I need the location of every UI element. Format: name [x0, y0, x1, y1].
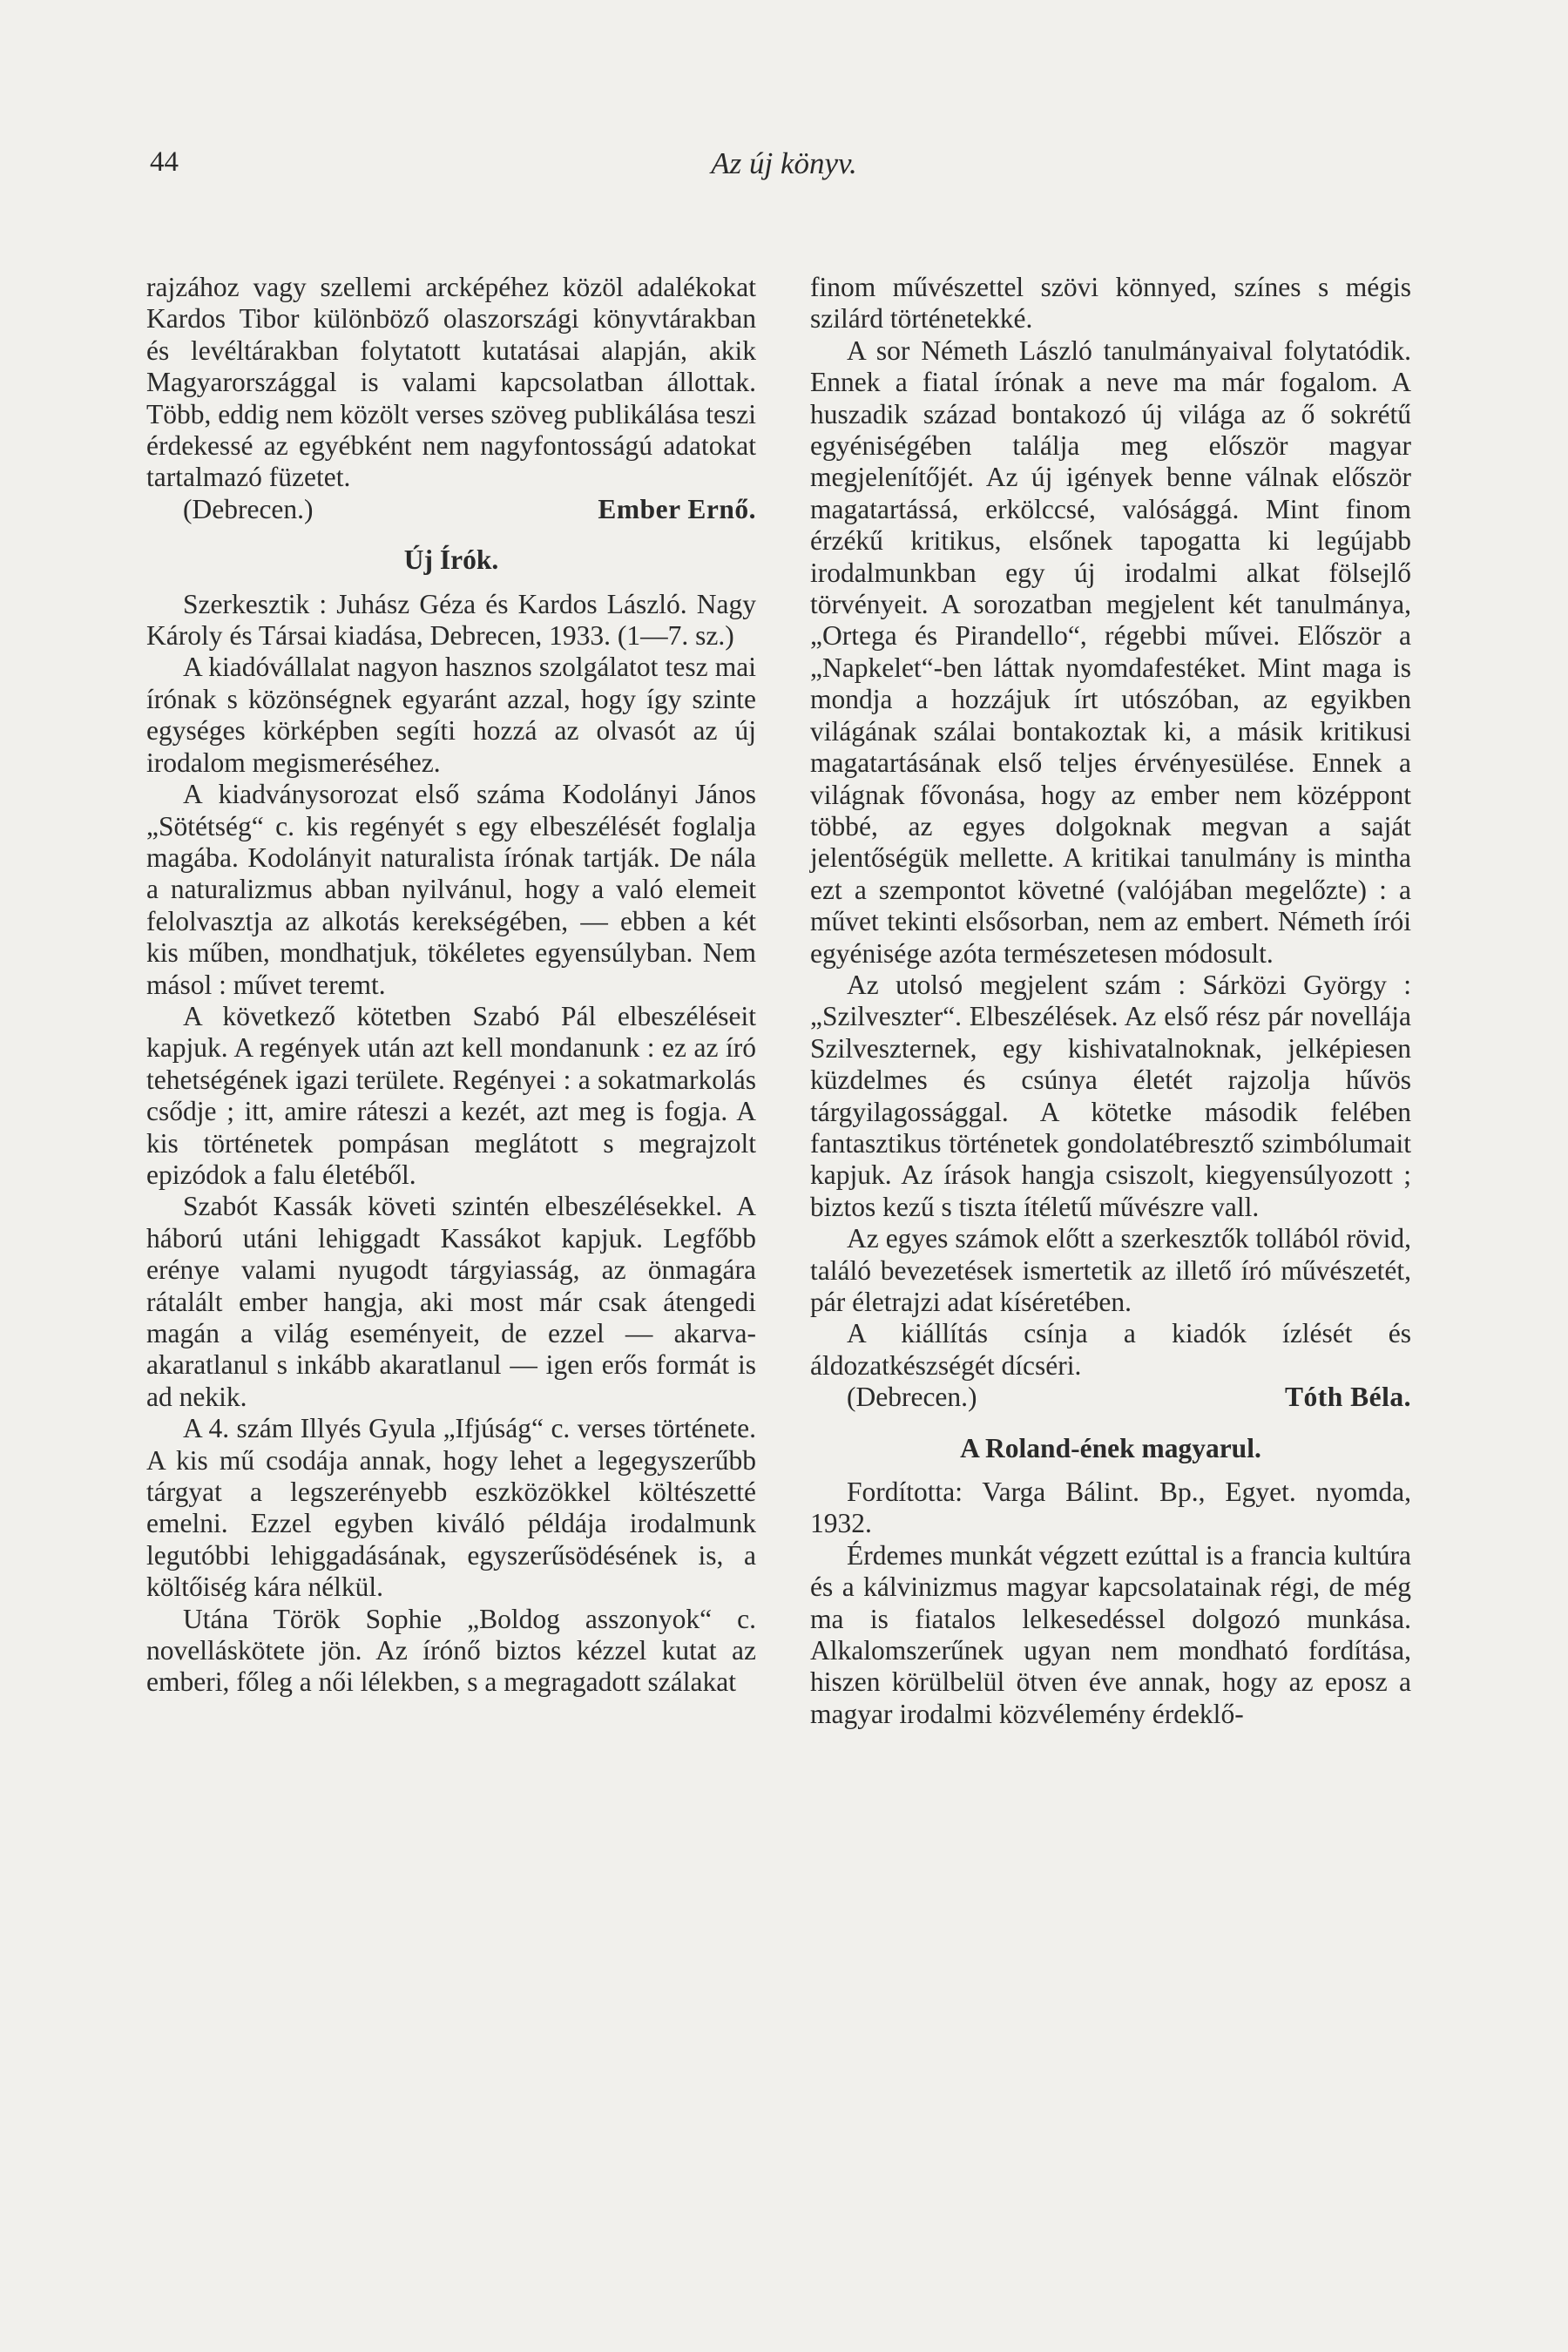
right-column [810, 272, 1411, 1730]
left-column [146, 272, 756, 1699]
paragraph: A 4. szám Illyés Gyula „Ifjúság“ c. verses története. A kis mű csodája annak, hogy lehet a legegyszerűbb tárgyat a legszerényebb eszközökkel költészetté emelni. Ezzel egyben kiváló példája irodalmunk legutóbbi lehiggadásának, egyszerűsödésének is, a költőiség kára nélkül. [146, 1413, 756, 1603]
page-header [0, 146, 1568, 190]
paragraph: A kiadóvállalat nagyon hasznos szolgálatot tesz mai írónak s közönségnek egyaránt azzal, hogy így szinte egységes körképben segíti hozzá az olvasót az új irodalom megismeréséhez. [146, 652, 756, 778]
section-title: A Roland-ének magyarul. [960, 1432, 1261, 1463]
signature-place: (Debrecen.) [847, 1382, 977, 1413]
signature-line [146, 494, 756, 525]
paragraph: Az utolsó megjelent szám : Sárközi György : „Szilveszter“. Elbeszélések. Az első rész pár novellája Szilveszternek, egy kishivatalnoknak, jelképiesen küzdelmes és csúnya életét rajzolja hűvös tárgyilagossággal. A kötetke második felében fantasztikus történetek gondolatébresztő szimbólumait kapjuk. Az írások hangja csiszolt, kiegyensúlyozott ; biztos kezű s tiszta ítéletű művészre vall. [810, 969, 1411, 1222]
section-title: Új Írók. [403, 544, 499, 576]
paragraph: finom művészettel szövi könnyed, színes s mégis szilárd történetekké. [810, 272, 1411, 335]
paragraph: A sor Németh László tanulmányaival folytatódik. Ennek a fiatal írónak a neve ma már fogalom. A huszadik század bontakozó új világa az ő sokrétű egyéniségében találja meg először magyar megjelenítőjét. Az új igények benne válnak először magatartássá, erkölccsé, valósággá. Mint finom érzékű kritikus, elsőnek tapogatta ki legújabb irodalmunkban egy új irodalmi alkat fölsejlő törvényeit. A sorozatban megjelent két tanulmánya, „Ortega és Pirandello“, régebbi művei. Először a „Napkelet“-ben láttak nyomdafestéket. Mint maga is mondja a hozzájuk írt utószóban, az egyikben világának szálai bontakoztak ki, a másik kritikusi magatartásának első teljes érvényesülése. Ennek a világnak fővonása, hogy az ember nem középpont többé, az egyes dolgoknak megvan a saját jelentőségük mellette. A kritikai tanulmány is mintha ezt a szempontot követné (valójában megelőzte) : a művet tekinti elsősorban, nem az embert. Németh írói egyénisége azóta természetesen módosult. [810, 335, 1411, 969]
signature-line [810, 1382, 1411, 1413]
signature-name: Ember Ernő. [598, 493, 756, 524]
paragraph: A kiállítás csínja a kiadók ízlését és áldozatkészségét dícséri. [810, 1318, 1411, 1381]
signature-name: Tóth Béla. [1284, 1382, 1411, 1413]
paragraph: Az egyes számok előtt a szerkesztők tollából rövid, találó bevezetések ismertetik az illető író művészetét, pár életrajzi adat kíséretében. [810, 1223, 1411, 1317]
paragraph: rajzához vagy szellemi arcképéhez közöl adalékokat Kardos Tibor különböző olaszországi könyvtárakban és levéltárakban folytatott kutatásai alapján, akik Magyarországgal is valami kapcsolatban állottak. Több, eddig nem közölt verses szöveg publikálása teszi érdekessé az egyébként nem nagyfontosságú adatokat tartalmazó füzetet. [146, 272, 756, 493]
bibliography: Fordította: Varga Bálint. Bp., Egyet. nyomda, 1932. [810, 1477, 1411, 1539]
paragraph: Szabót Kassák követi szintén elbeszélésekkel. A háború utáni lehiggadt Kassákot kapjuk. Legfőbb erénye valami nyugodt tárgyiasság, az önmagára rátalált ember hangja, aki most már csak átengedi magán a világ eseményeit, de ezzel — akarva-akaratlanul s inkább akaratlanul — igen erős formát is ad nekik. [146, 1191, 756, 1412]
page-number: 44 [150, 146, 179, 178]
paragraph: A kiadványsorozat első száma Kodolányi János „Sötétség“ c. kis regényét s egy elbeszélését foglalja magába. Kodolányit naturalista írónak tartják. De nála a naturalizmus abban nyilvánul, hogy a való elemeit felolvasztja az alkotás kerekségében, — ebben a két kis műben, mondhatjuk, tökéletes egyensúlyban. Nem másol : művet teremt. [146, 779, 756, 1000]
running-title: Az új könyv. [711, 146, 857, 180]
paragraph: Érdemes munkát végzett ezúttal is a francia kultúra és a kálvinizmus magyar kapcsolatainak régi, de még ma is fiatalos lelkesedéssel dolgozó munkása. Alkalomszerűnek ugyan nem mondható fordítása, hiszen körülbelül ötven éve annak, hogy az eposz a magyar irodalmi közvélemény érdeklő- [810, 1539, 1411, 1729]
signature-place: (Debrecen.) [183, 493, 314, 524]
paragraph: A következő kötetben Szabó Pál elbeszéléseit kapjuk. A regények után azt kell mondanunk : ez az író tehetségének igazi területe. Regényei : a sokatmarkolás csődje ; itt, amire ráteszi a kezét, azt meg is fogja. A kis történetek pompásan meglátott s megrajzolt epizódok a falu életéből. [146, 1000, 756, 1190]
bibliography: Szerkesztik : Juhász Géza és Kardos László. Nagy Károly és Társai kiadása, Debrecen, 1933. (1—7. sz.) [146, 588, 756, 652]
paragraph: Utána Török Sophie „Boldog asszonyok“ c. novelláskötete jön. Az írónő biztos kézzel kutat az emberi, főleg a női lélekben, s a megragadott szálakat [146, 1603, 756, 1698]
